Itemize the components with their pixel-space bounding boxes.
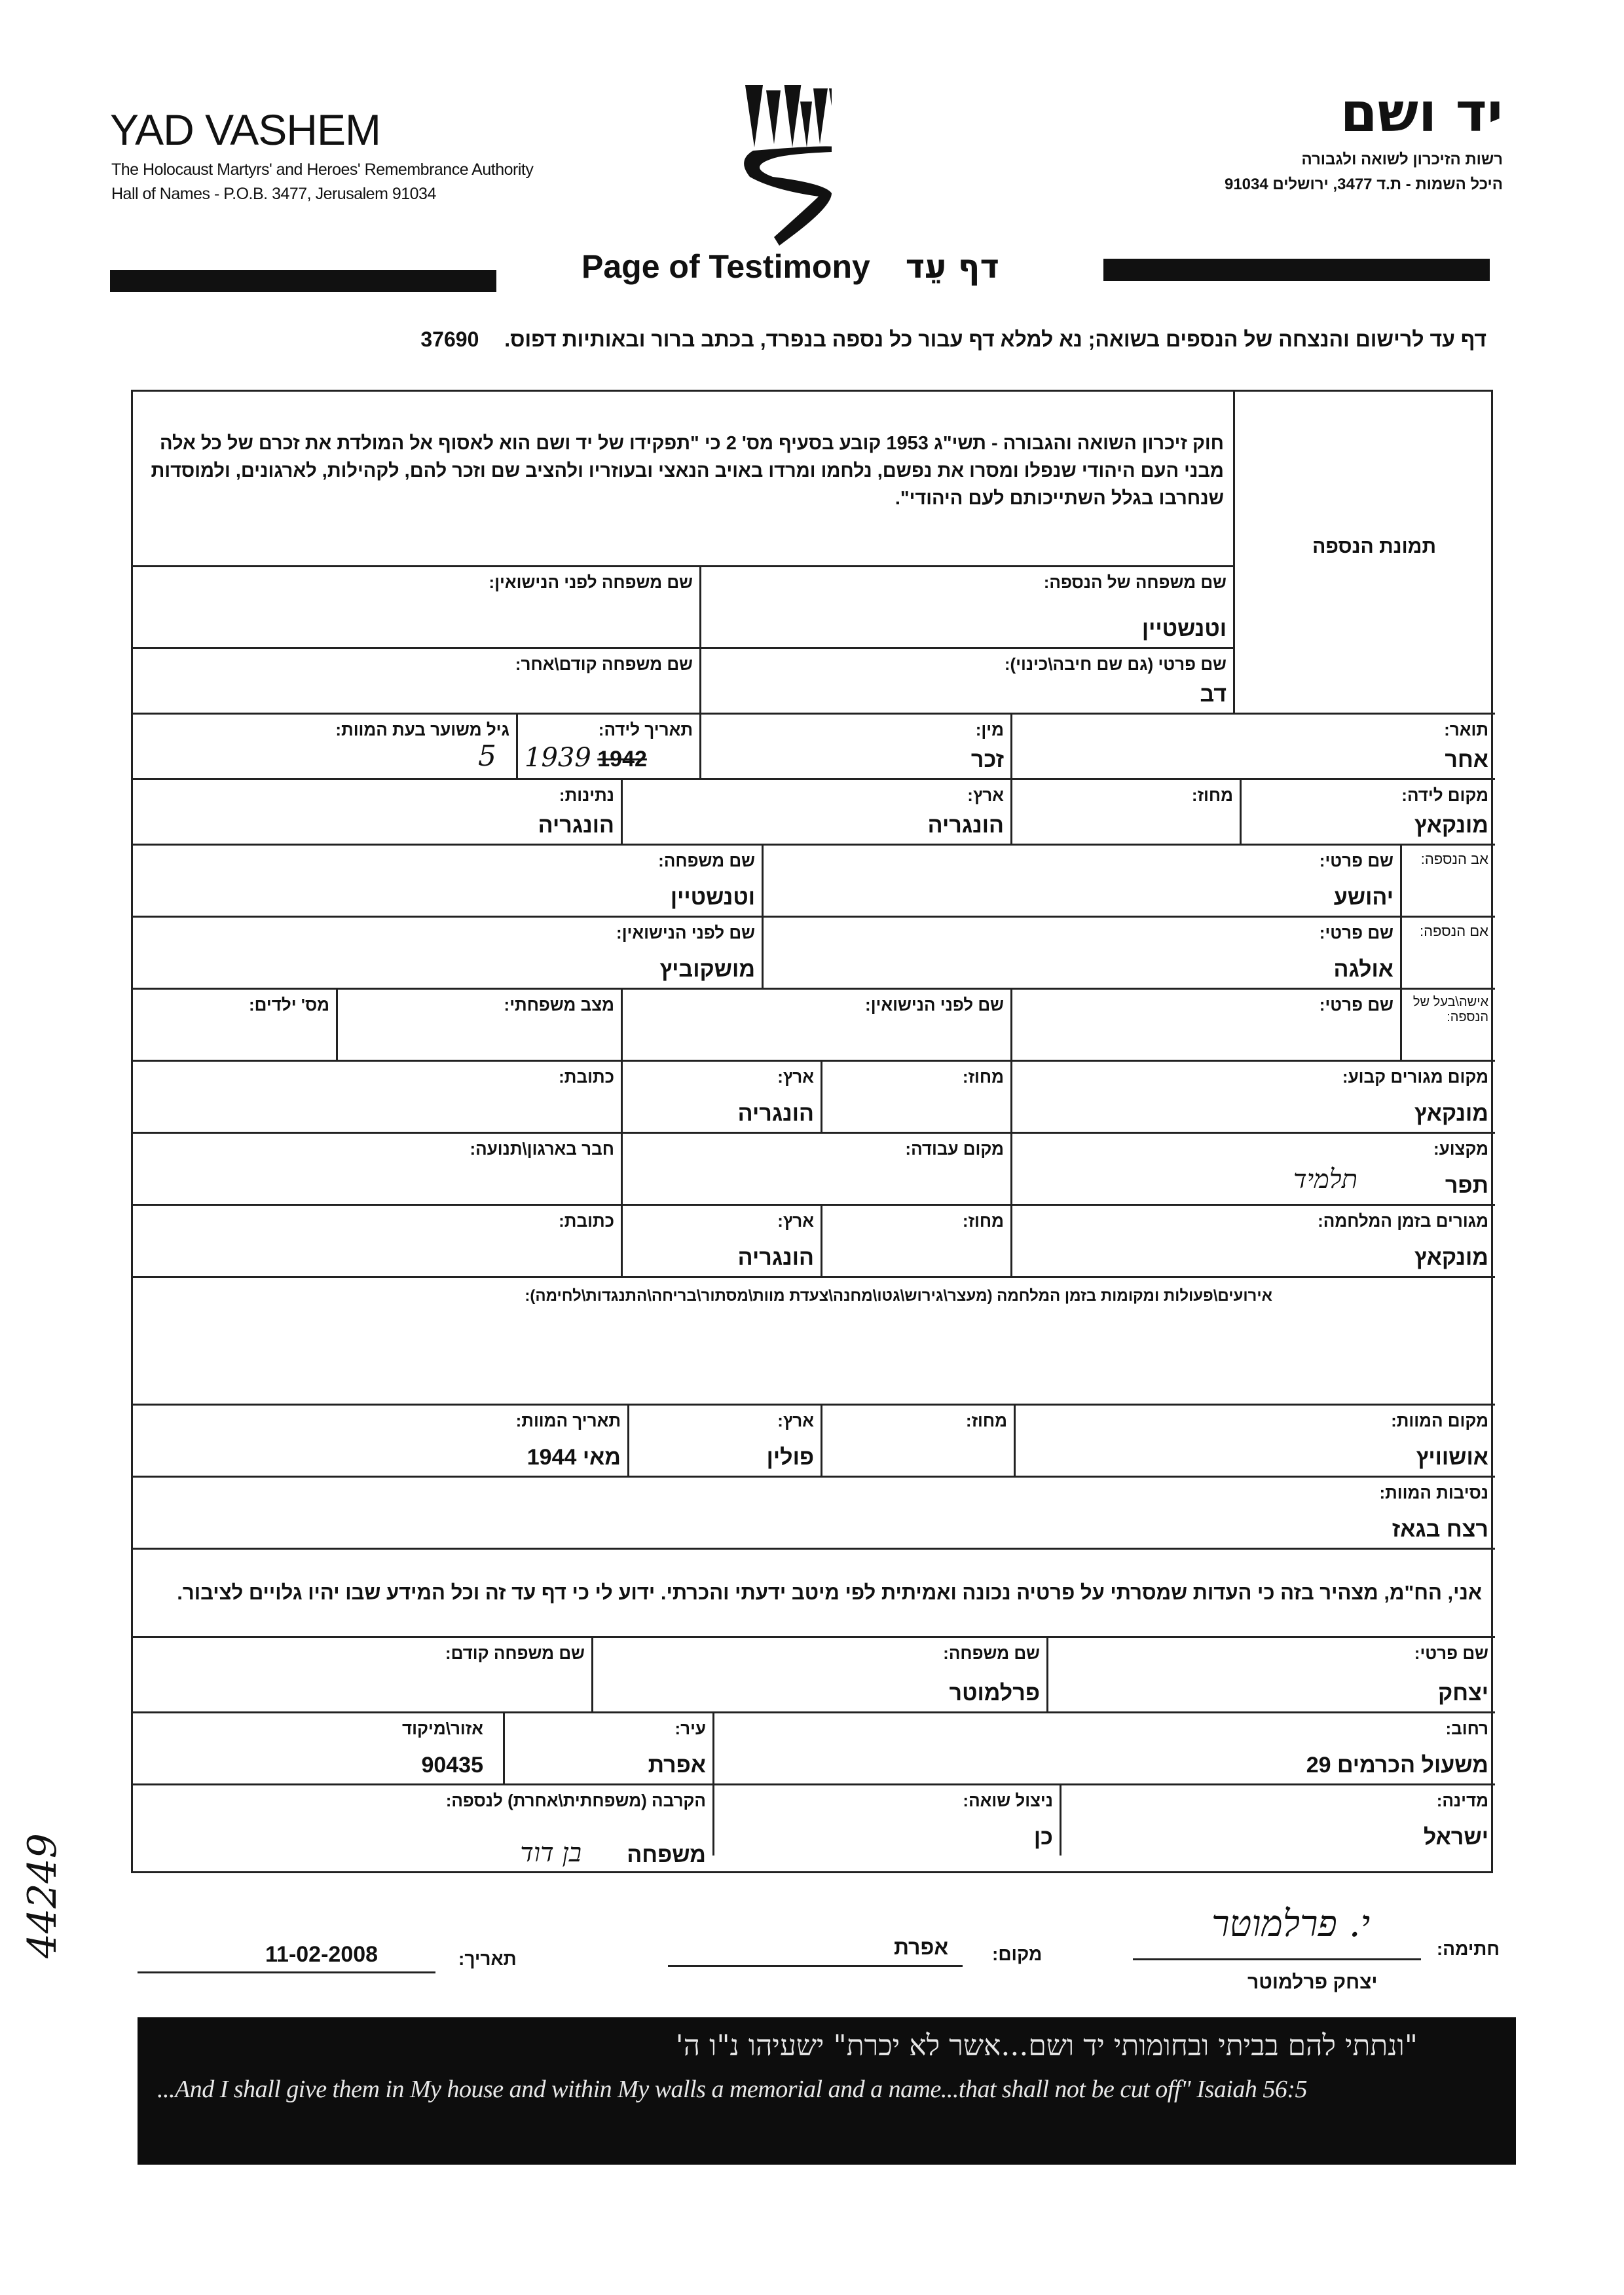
- residence-district-field[interactable]: [821, 1060, 1010, 1132]
- label: שם לפני הנישואין:: [865, 995, 1004, 1015]
- label: אב הנספה:: [1420, 851, 1488, 867]
- label: ארץ:: [777, 1067, 814, 1087]
- value: מושקוביץ: [659, 957, 755, 982]
- label: שם פרטי:: [1319, 923, 1393, 942]
- victim-birth-date-field[interactable]: [516, 713, 699, 778]
- death-district-field[interactable]: [821, 1404, 1014, 1476]
- submitter-street-field[interactable]: [712, 1711, 1495, 1783]
- place-value: אפרת: [894, 1935, 949, 1959]
- value: אחר: [1445, 747, 1488, 772]
- label: עיר:: [674, 1719, 706, 1738]
- date-line[interactable]: [138, 1971, 435, 1973]
- declaration-box: [133, 1548, 1495, 1636]
- label: מקום המוות:: [1391, 1411, 1488, 1430]
- label: תאריך המוות:: [515, 1411, 621, 1430]
- victim-maiden-name-field[interactable]: [133, 565, 699, 647]
- nationality-field[interactable]: [133, 778, 621, 844]
- title-en: Page of Testimony: [581, 248, 870, 285]
- menorah-logo-icon: [733, 85, 832, 249]
- date-value: 11-02-2008: [265, 1942, 378, 1967]
- label: הקרבה (משפחתית\אחרת) לנספה:: [445, 1791, 706, 1810]
- label: מחוז:: [1191, 785, 1233, 805]
- label: חבר בארגון\תנועה:: [470, 1139, 614, 1159]
- org-subtitle-en: The Holocaust Martyrs' and Heroes' Remembrance Authority: [111, 160, 534, 179]
- father-first-name-field[interactable]: [762, 844, 1400, 916]
- value: אושוויץ: [1416, 1445, 1488, 1470]
- father-last-name-field[interactable]: [133, 844, 762, 916]
- label: נסיבות המוות:: [1379, 1483, 1488, 1502]
- father-section-label: [1400, 844, 1495, 916]
- signer-name: יצחק פרלמוטר: [1247, 1971, 1378, 1993]
- label: מחוז:: [962, 1211, 1004, 1231]
- label: שם משפחה לפני הנישואין:: [489, 572, 693, 592]
- form-number: 37690: [420, 327, 479, 351]
- residence-address-field[interactable]: [133, 1060, 621, 1132]
- label: מקום עבודה:: [905, 1139, 1004, 1159]
- value: הונגריה: [927, 813, 1004, 838]
- value: ישראל: [1423, 1825, 1488, 1850]
- value: הונגריה: [538, 813, 614, 838]
- value: זכר: [970, 747, 1004, 772]
- wartime-place-field[interactable]: [1010, 1204, 1495, 1276]
- value: 5: [478, 739, 496, 773]
- spouse-maiden-name-field[interactable]: [621, 988, 1010, 1060]
- label: גיל משוער בעת המוות:: [335, 720, 509, 739]
- birth-date-struck: 1942: [597, 747, 647, 772]
- label: כתובת:: [559, 1211, 614, 1231]
- label: שם פרטי:: [1319, 851, 1393, 870]
- value-printed: משפחה: [627, 1842, 706, 1867]
- submitter-last-name-field[interactable]: [591, 1636, 1046, 1711]
- value: וטנשטיין: [1141, 616, 1227, 641]
- photo-label: תמונת הנספה: [1312, 536, 1436, 557]
- value: יצחק: [1438, 1681, 1488, 1706]
- label: אירועים\פעולות ומקומות בזמן המלחמה (מעצר\גירוש\גטו\מחנה\צעדת מוות\מסתור\בריחה\התנגדות\לחימה):: [525, 1287, 1272, 1305]
- submitter-country-field[interactable]: [1060, 1783, 1495, 1856]
- birth-district-field[interactable]: [1010, 778, 1240, 844]
- victim-last-name-field[interactable]: [699, 565, 1233, 647]
- label: שם פרטי:: [1319, 995, 1393, 1015]
- spouse-section-label: [1400, 988, 1495, 1060]
- label: ארץ:: [777, 1411, 814, 1430]
- label: ארץ:: [967, 785, 1004, 805]
- submitter-prev-name-field[interactable]: [133, 1636, 591, 1711]
- organization-field[interactable]: [133, 1132, 621, 1204]
- photo-box[interactable]: [1233, 392, 1495, 713]
- value: מאי 1944: [526, 1445, 621, 1470]
- value: מונקאץ: [1414, 813, 1488, 838]
- mother-maiden-name-field[interactable]: [133, 916, 762, 988]
- submitter-zip-field[interactable]: [133, 1711, 503, 1783]
- org-name-he: יד ושם: [1340, 82, 1503, 144]
- label: אם הנספה:: [1419, 923, 1488, 939]
- org-name-en: YAD VASHEM: [110, 105, 380, 154]
- value: אולגה: [1333, 957, 1393, 982]
- law-box: [133, 392, 1233, 565]
- value: כן: [1033, 1825, 1053, 1850]
- value: הונגריה: [737, 1245, 814, 1270]
- label: נתינות:: [559, 785, 614, 805]
- label: מגורים בזמן המלחמה:: [1318, 1211, 1488, 1231]
- label: מקום לידה:: [1401, 785, 1488, 805]
- value: וטנשטיין: [670, 885, 755, 910]
- death-date-field[interactable]: [133, 1404, 627, 1476]
- instructions-text: דף עד לרישום והנצחה של הנספים בשואה; נא למלא דף עבור כל נספה בנפרד, בכתב ברור ובאותיות דפוס.: [504, 327, 1486, 351]
- victim-age-field[interactable]: [133, 713, 516, 778]
- header-bar-right: [1103, 259, 1490, 281]
- spouse-first-name-field[interactable]: [1010, 988, 1400, 1060]
- value: פולין: [766, 1445, 814, 1470]
- label: אזור\מיקוד: [402, 1719, 483, 1738]
- value: דב: [1200, 682, 1227, 707]
- org-subtitle-he: רשות הזיכרון לשואה ולגבורה: [1301, 151, 1503, 168]
- value: מונקאץ: [1414, 1245, 1488, 1270]
- label: מחוז:: [965, 1411, 1007, 1430]
- label: שם לפני הנישואין:: [616, 923, 755, 942]
- value-printed: תפר: [1445, 1173, 1488, 1198]
- wartime-events-field[interactable]: [133, 1276, 1495, 1404]
- quote-english: ...And I shall give them in My house and within My walls a memorial and a name...that shall not be cut off" Isaiah 56:5: [157, 2076, 1308, 2103]
- label: כתובת:: [559, 1067, 614, 1087]
- submitter-first-name-field[interactable]: [1046, 1636, 1495, 1711]
- signature-handwritten: י. פרלמוטר: [1211, 1903, 1371, 1945]
- submitter-survivor-field[interactable]: [712, 1783, 1060, 1856]
- birth-country-field[interactable]: [621, 778, 1010, 844]
- victim-first-name-field[interactable]: [699, 647, 1233, 713]
- signature-label: חתימה:: [1436, 1939, 1500, 1959]
- label: מס' ילדים:: [249, 995, 329, 1015]
- death-circumstances-field[interactable]: [133, 1476, 1495, 1548]
- label: מדינה:: [1436, 1791, 1488, 1810]
- label: אישה\בעל של הנספה:: [1412, 995, 1488, 1024]
- testimony-form: [131, 390, 1493, 1873]
- title-he: דף עֵד: [905, 248, 999, 286]
- label: רחוב:: [1445, 1719, 1488, 1738]
- value: משעול הכרמים 29: [1306, 1753, 1488, 1778]
- victim-prev-name-field[interactable]: [133, 647, 699, 713]
- victim-title-field[interactable]: [1010, 713, 1495, 778]
- label: שם משפחה קודם:: [445, 1643, 585, 1663]
- label: ארץ:: [777, 1211, 814, 1231]
- value: פרלמוטר: [949, 1681, 1040, 1706]
- label: ניצול שואה:: [963, 1791, 1053, 1810]
- marital-status-field[interactable]: [336, 988, 621, 1060]
- declaration-text: אני, הח"מ, מצהיר בזה כי העדות שמסרתי על פרטיה נכונה ואמיתית לפי מיטב ידעתי והכרתי. ידוע לי כי דף עד זה וכל המידע שבו יהיו גלויים לציבור.: [177, 1581, 1482, 1604]
- org-address-he: היכל השמות - ת.ד 3477, ירושלים 91034: [1224, 176, 1503, 193]
- label: מקצוע:: [1433, 1139, 1488, 1159]
- workplace-field[interactable]: [621, 1132, 1010, 1204]
- value: הונגריה: [737, 1101, 814, 1126]
- label: שם משפחה:: [943, 1643, 1040, 1663]
- value: אפרת: [648, 1753, 706, 1778]
- value-handwritten: תלמיד: [1293, 1165, 1357, 1195]
- mother-section-label: [1400, 916, 1495, 988]
- value: רצח בגאז: [1392, 1517, 1488, 1542]
- mother-first-name-field[interactable]: [762, 916, 1400, 988]
- instructions: [420, 327, 1486, 352]
- wartime-address-field[interactable]: [133, 1204, 621, 1276]
- num-children-field[interactable]: [133, 988, 336, 1060]
- quote-banner: [138, 2017, 1516, 2165]
- wartime-district-field[interactable]: [821, 1204, 1010, 1276]
- label: מצב משפחתי:: [504, 995, 614, 1015]
- residence-place-field[interactable]: [1010, 1060, 1495, 1132]
- label: שם משפחה קודם\אחר:: [515, 654, 693, 674]
- birth-place-field[interactable]: [1240, 778, 1495, 844]
- profession-field[interactable]: [1010, 1132, 1495, 1204]
- label: מחוז:: [962, 1067, 1004, 1087]
- death-country-field[interactable]: [627, 1404, 821, 1476]
- value: מונקאץ: [1414, 1101, 1488, 1126]
- label: שם פרטי (גם שם חיבה\כינוי):: [1004, 654, 1227, 674]
- margin-handwritten-number: 44249: [20, 1833, 65, 1958]
- header-bar-left: [110, 270, 496, 292]
- value-handwritten: בן דוד: [520, 1838, 581, 1868]
- value: יהושע: [1333, 885, 1393, 910]
- value: 90435: [421, 1753, 483, 1778]
- place-line[interactable]: [668, 1965, 963, 1967]
- residence-country-field[interactable]: [621, 1060, 821, 1132]
- label: מין:: [975, 720, 1004, 739]
- signature-line[interactable]: [1133, 1958, 1421, 1960]
- submitter-city-field[interactable]: [503, 1711, 712, 1783]
- birth-date-handwritten: 1939: [525, 743, 591, 773]
- label: שם משפחה של הנספה:: [1043, 572, 1227, 592]
- label: מקום מגורים קבוע:: [1342, 1067, 1488, 1087]
- submitter-relation-field[interactable]: [133, 1783, 712, 1873]
- org-address-en: Hall of Names - P.O.B. 3477, Jerusalem 91034: [111, 185, 436, 203]
- date-label: תאריך:: [458, 1949, 517, 1969]
- label: שם פרטי:: [1414, 1643, 1488, 1663]
- wartime-country-field[interactable]: [621, 1204, 821, 1276]
- label: שם משפחה:: [658, 851, 755, 870]
- label: תאריך לידה:: [598, 720, 693, 739]
- death-place-field[interactable]: [1014, 1404, 1495, 1476]
- page-title: [581, 248, 999, 286]
- law-text: חוק זיכרון השואה והגבורה - תשי"ג 1953 קובע בסעיף מס' 2 כי "תפקידו של יד ושם הוא לאסוף אל המולדת את זכרם של כל אלה מבני העם היהודי שנפלו ומסרו את נפשם, נלחמו ומרדו באויב הנאצי ובעוזריו ולהציב שם וזכר להם, לקהילות, לארגונים, ולמוסדות שנחרבו בגלל השתייכותם לעם היהודי".: [151, 433, 1224, 509]
- label: תואר:: [1444, 720, 1488, 739]
- place-label: מקום:: [992, 1944, 1043, 1964]
- victim-gender-field[interactable]: [699, 713, 1010, 778]
- quote-hebrew: "ונתתי להם בביתי ובחומותי יד ושם...אשר לא יכרת" ישעיהו נ"ו ה': [675, 2029, 1418, 2062]
